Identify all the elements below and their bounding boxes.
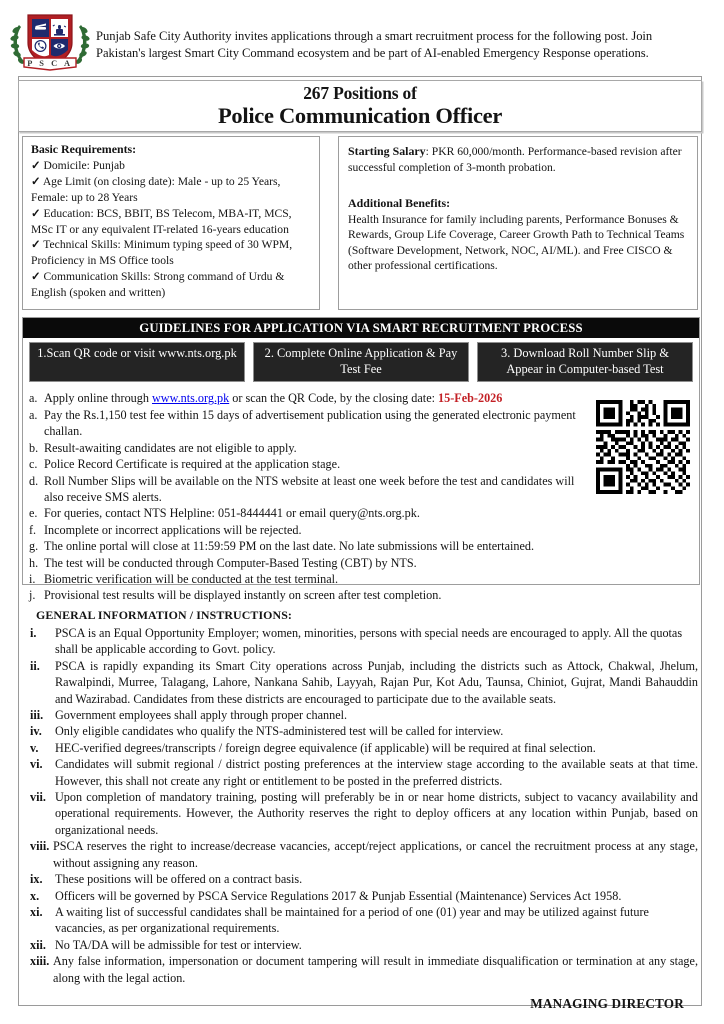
guideline-marker: g.	[29, 539, 39, 554]
requirement-item	[31, 158, 312, 174]
guideline-text: Police Record Certificate is required at the application stage.	[44, 457, 341, 472]
guideline-text: Result-awaiting candidates are not eligible to apply.	[44, 440, 297, 455]
managing-director-signature: MANAGING DIRECTOR	[530, 996, 684, 1011]
guidelines-block	[22, 317, 700, 603]
guideline-text: The online portal will close at 11:59:59 PM on the last date. No late submissions will be entertained.	[44, 539, 535, 554]
requirement-text: Communication Skills: Strong command of Urdu & English (spoken and written)	[31, 269, 285, 299]
guideline-marker: e.	[29, 506, 38, 521]
step-3-roll-number-slip: 3. Download Roll Number Slip & Appear in Computer-based Test	[477, 342, 693, 382]
nts-website-link[interactable]: www.nts.org.pk	[152, 391, 230, 406]
requirement-text: Education: BCS, BBIT, BS Telecom, MBA-IT, MCS, MSc IT or any equivalent IT-related 16-years education	[31, 206, 292, 236]
guideline-item	[29, 473, 585, 506]
psca-shield-logo	[4, 4, 96, 76]
instruction-text: PSCA reserves the right to increase/decrease vacancies, accept/reject applications, or cancel the recruitment process at any stage, without assigning any reason.	[53, 839, 698, 870]
instruction-text: PSCA is an Equal Opportunity Employer; women, minorities, persons with special needs are encouraged to apply. All the quotas shall be applicable according to Govt. policy.	[55, 626, 683, 657]
recruitment-steps	[23, 338, 699, 386]
general-information-heading: GENERAL INFORMATION / INSTRUCTIONS:	[36, 608, 292, 622]
instruction-item	[30, 740, 698, 756]
benefits-text: Health Insurance for family including parents, Performance Bonuses & Rewards, Group Life Coverage, Career Growth Path to Technical Teams (Software Development, Network, NOC, AI/ML). and Free CISCO & other professional certifications.	[348, 212, 685, 272]
positions-count-line: 267 Positions of	[303, 82, 417, 103]
guideline-text: The test will be conducted through Computer-Based Testing (CBT) by NTS.	[44, 555, 417, 570]
requirement-item	[31, 174, 312, 205]
instruction-text: These positions will be offered on a contract basis.	[55, 872, 303, 887]
instruction-marker: xii.	[30, 937, 46, 952]
guideline-marker: j.	[29, 588, 36, 603]
instruction-marker: vii.	[30, 790, 46, 805]
guidelines-body	[23, 386, 699, 603]
instruction-item	[30, 625, 698, 658]
requirement-item	[31, 237, 312, 268]
instruction-item	[30, 723, 698, 739]
instruction-text: Only eligible candidates who qualify the NTS-administered test will be called for interview.	[55, 724, 504, 739]
basic-requirements-box	[22, 136, 320, 310]
requirements-row	[22, 136, 700, 310]
guideline-item	[29, 555, 669, 571]
instruction-item	[30, 838, 698, 871]
guideline-marker: i.	[29, 571, 36, 586]
guideline-item	[29, 587, 669, 603]
position-title-box	[18, 80, 702, 132]
instruction-item	[30, 937, 698, 953]
guideline-marker: f.	[29, 522, 37, 537]
guidelines-list	[29, 390, 585, 603]
closing-date: 15-Feb-2026	[438, 391, 503, 406]
benefits-heading: Additional Benefits:	[348, 196, 451, 211]
guideline-text	[44, 390, 585, 406]
guideline-item	[29, 571, 669, 587]
instruction-marker: vi.	[30, 757, 43, 772]
instruction-item	[30, 953, 698, 986]
guideline-item	[29, 522, 585, 538]
header	[0, 0, 724, 76]
instruction-item	[30, 871, 698, 887]
guideline-text: Roll Number Slips will be available on the NTS website at least one week before the test and candidates will also receive SMS alerts.	[44, 473, 575, 504]
check-icon: ✓	[31, 160, 41, 173]
salary-block	[348, 145, 682, 174]
instruction-marker: iv.	[30, 724, 42, 739]
instruction-marker: v.	[30, 740, 39, 755]
logo-banner-text: P S C A	[27, 59, 73, 68]
instruction-marker: viii.	[30, 839, 50, 854]
instruction-text: Upon completion of mandatory training, posting will preferably be in or near home districts, subject to vacancy availability and operational requirements. However, the Authority reserves the right to deploy officers at any location within Punjab, based on organizational needs.	[55, 790, 698, 837]
guideline-item	[29, 440, 585, 456]
instruction-marker: xi.	[30, 904, 43, 919]
basic-requirements-heading: Basic Requirements:	[31, 142, 137, 156]
instruction-text: Candidates will submit regional / district posting preferences at the interview stage according to the available seats at that time. However, this shall not create any right or entitlement to be posted in the preferred districts.	[55, 757, 698, 788]
guideline-item	[29, 456, 585, 472]
salary-heading: Starting Salary	[348, 144, 426, 158]
guideline-marker: a.	[29, 391, 38, 406]
guideline-marker: b.	[29, 440, 39, 455]
instruction-marker: iii.	[30, 708, 44, 723]
step-2-online-application: 2. Complete Online Application & Pay Test Fee	[253, 342, 469, 382]
instruction-text: PSCA is rapidly expanding its Smart City operations across Punjab, including the districts such as Attock, Chakwal, Jhelum, Rawalpindi, Murree, Talagang, Lahore, Nankana Sahib, Layyah, Rajan Pur, Kot Adu, Taunsa, Chiniot, Gujrat, Mandi Bahauddin and Wazirabad. Candidates from these districts are encouraged to participate due to the available seats.	[55, 658, 698, 706]
step-1-scan-qr: 1.Scan QR code or visit www.nts.org.pk	[29, 342, 245, 382]
instruction-item	[30, 658, 698, 707]
requirement-text: Age Limit (on closing date): Male - up to 25 Years, Female: up to 28 Years	[31, 175, 281, 205]
guideline-text: Incomplete or incorrect applications will be rejected.	[44, 522, 302, 537]
guideline-marker: c.	[29, 457, 38, 472]
guideline-item	[29, 407, 585, 440]
guideline-item	[29, 390, 585, 406]
guideline-text: For queries, contact NTS Helpline: 051-8444441 or email query@nts.org.pk.	[44, 506, 420, 521]
instruction-marker: x.	[30, 888, 40, 903]
instruction-text: A waiting list of successful candidates shall be maintained for a period of one (01) year and may be utilized against future vacancies, as per organizational requirements.	[55, 904, 649, 936]
guideline-text-mid: or scan the QR Code, by the closing date:	[229, 391, 439, 406]
guideline-item	[29, 538, 669, 554]
check-icon: ✓	[31, 176, 41, 189]
instruction-item	[30, 789, 698, 838]
general-information-list	[30, 625, 698, 986]
general-information-section	[30, 608, 698, 986]
instruction-marker: i.	[30, 626, 37, 640]
guideline-marker: a.	[29, 407, 38, 422]
instruction-text: HEC-verified degrees/transcripts / foreign degree equivalence (if applicable) will be required at final selection.	[55, 740, 596, 755]
guideline-marker: d.	[29, 473, 39, 488]
guideline-item	[29, 505, 585, 521]
requirement-item	[31, 269, 312, 300]
instruction-marker: ix.	[30, 872, 43, 887]
salary-benefits-box	[338, 136, 698, 310]
check-icon: ✓	[31, 207, 41, 220]
instruction-item	[30, 888, 698, 904]
position-name-line: Police Communication Officer	[217, 103, 503, 129]
guideline-text: Pay the Rs.1,150 test fee within 15 days of advertisement publication using the generated electronic payment challan.	[44, 407, 576, 439]
salary-text: : PKR 60,000/month. Performance-based revision after successful completion of 3-month probation.	[348, 145, 682, 174]
instruction-item	[30, 904, 698, 937]
instruction-text: No TA/DA will be admissible for test or interview.	[55, 937, 302, 952]
check-icon: ✓	[31, 270, 41, 283]
instruction-text: Officers will be governed by PSCA Service Regulations 2017 & Punjab Essential (Maintenance) Services Act 1958.	[55, 888, 622, 903]
guideline-text-pre: Apply online through	[44, 391, 152, 406]
instruction-item	[30, 707, 698, 723]
instruction-marker: xiii.	[30, 954, 50, 969]
guideline-text: Biometric verification will be conducted at the test terminal.	[44, 571, 339, 586]
instruction-marker: ii.	[30, 658, 40, 673]
requirement-text: Technical Skills: Minimum typing speed of 30 WPM, Proficiency in MS Office tools	[31, 238, 293, 268]
requirement-item	[31, 206, 312, 237]
instruction-text: Government employees shall apply through proper channel.	[55, 708, 348, 723]
guidelines-title-bar: GUIDELINES FOR APPLICATION VIA SMART RECRUITMENT PROCESS	[23, 318, 699, 338]
intro-paragraph: Punjab Safe City Authority invites applications through a smart recruitment process for the following post. Join Pakistan's largest Smart City Command ecosystem and be part of AI-enabled Emergency Response operations.	[96, 29, 653, 61]
guideline-text: Provisional test results will be displayed instantly on screen after test completion.	[44, 588, 442, 603]
qr-code[interactable]	[596, 400, 690, 494]
guideline-marker: h.	[29, 555, 39, 570]
instruction-text: Any false information, impersonation or document tampering will result in immediate disqualification or termination at any stage, along with the legal action.	[53, 954, 698, 985]
instruction-item	[30, 756, 698, 789]
check-icon: ✓	[31, 239, 41, 252]
requirement-text: Domicile: Punjab	[43, 159, 125, 173]
